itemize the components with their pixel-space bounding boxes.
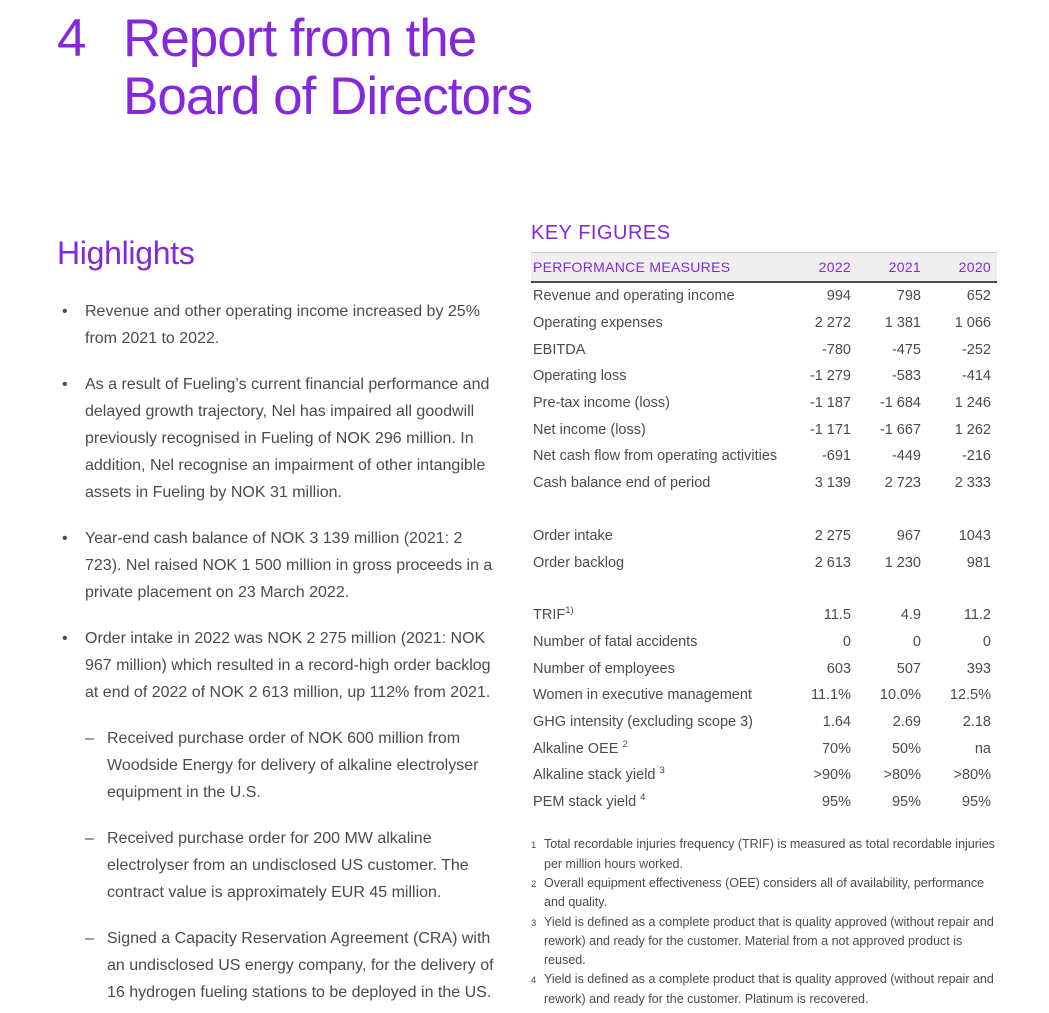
footnote-marker: 2 (531, 878, 537, 890)
bullet-marker: • (62, 303, 68, 320)
row-value: 0 (982, 633, 991, 650)
footnote-text: Total recordable injuries frequency (TRIF) is measured as total recordable injuries per million hours worked. (544, 837, 995, 871)
key-figures-heading: KEY FIGURES (531, 222, 671, 244)
row-value: 2.18 (962, 713, 991, 730)
table-row (531, 310, 997, 337)
row-value: 2 333 (954, 475, 991, 492)
row-value: 652 (966, 288, 991, 305)
row-value: 3 139 (814, 475, 851, 492)
row-value: 12.5% (949, 687, 991, 704)
row-value: -1 667 (879, 421, 921, 438)
row-label: Alkaline OEE $^2$ (533, 738, 628, 757)
row-value: >80% (883, 767, 921, 784)
bullet-marker: • (62, 376, 68, 393)
row-value: 0 (842, 633, 851, 650)
row-value: 967 (896, 527, 921, 544)
row-value: 981 (966, 554, 991, 571)
row-value: 1 246 (954, 395, 991, 412)
row-value: 994 (826, 288, 851, 305)
bullet-text: As a result of Fueling’s current financial performance and delayed growth trajectory, Nel has impaired all goodwill previously recognised in Fueling of NOK 296 million. In addition, Nel recognise an impairment of other intangible assets in Fueling by NOK 31 million. (85, 376, 490, 501)
table-row (531, 655, 997, 682)
row-value: 1 230 (884, 554, 921, 571)
row-value: 0 (912, 633, 921, 650)
highlight-bullet (57, 525, 501, 606)
table-header-row (531, 252, 997, 283)
row-value: 95% (961, 794, 991, 811)
row-value: -252 (961, 341, 991, 358)
row-label: Revenue and operating income (533, 288, 735, 305)
footnote (531, 835, 997, 874)
row-label: Alkaline stack yield $^3$ (533, 765, 665, 784)
table-row (531, 709, 997, 736)
row-value: 11.5 (823, 607, 851, 624)
row-value: 95% (821, 794, 851, 811)
bullet-text: Order intake in 2022 was NOK 2 275 million (2021: NOK 967 million) which resulted in a record-high order backlog at end of 2022 of NOK 2 613 million, up 112% from 2021. (85, 630, 491, 701)
row-value: 2.69 (892, 713, 921, 730)
row-value: 11.2 (963, 607, 991, 624)
table-header-year-2021: 2021 (888, 259, 921, 275)
highlight-sub-bullet (57, 725, 501, 806)
footnote-text: Yield is defined as a complete product that is quality approved (without repair and rework) and ready for the customer. Platinum is recovered. (544, 972, 994, 1006)
row-value: 70% (821, 740, 851, 757)
row-value: 1 262 (954, 421, 991, 438)
bullet-text: Revenue and other operating income increased by 25% from 2021 to 2022. (85, 303, 480, 347)
row-value: -1 171 (809, 421, 851, 438)
row-label: GHG intensity (excluding scope 3) (533, 713, 754, 730)
row-label: EBITDA (533, 341, 586, 358)
row-label: Cash balance end of period (533, 475, 711, 492)
row-label: Pre-tax income (loss) (533, 395, 670, 412)
table-row (531, 735, 997, 762)
row-label: Order intake (533, 527, 613, 544)
row-label: Operating expenses (533, 315, 663, 332)
bullet-marker: • (62, 630, 68, 647)
row-value: -1 684 (879, 395, 921, 412)
bullet-marker: • (62, 530, 68, 547)
table-row (531, 523, 997, 550)
chapter-title (57, 10, 997, 126)
highlight-sub-bullet (57, 925, 501, 1006)
row-value: 11.1% (810, 687, 851, 704)
table-row (531, 443, 997, 470)
row-value: -449 (891, 448, 921, 465)
table-row (531, 363, 997, 390)
content-columns (57, 220, 997, 1013)
row-value: 798 (896, 288, 921, 305)
table-row (531, 549, 997, 576)
row-value: 4.9 (900, 607, 921, 624)
row-value: 603 (826, 660, 851, 677)
table-header-label: PERFORMANCE MEASURES (533, 259, 731, 275)
row-value: 1 066 (954, 315, 991, 332)
bullet-text: Signed a Capacity Reservation Agreement (CRA) with an undisclosed US energy company, for the delivery of 16 hydrogen fueling stations to be deployed in the US. (107, 930, 494, 1001)
chapter-number: 4 (57, 9, 86, 68)
row-value: -216 (961, 448, 991, 465)
row-value: 2 723 (884, 475, 921, 492)
footnotes (531, 835, 997, 1009)
row-value: -414 (961, 368, 991, 385)
table-row (531, 283, 997, 310)
row-label: Operating loss (533, 368, 627, 385)
highlight-bullet (57, 298, 501, 352)
table-row (531, 336, 997, 363)
row-label: Number of employees (533, 660, 675, 677)
row-value: 393 (966, 660, 991, 677)
table-group-spacer (531, 497, 997, 523)
table-row (531, 390, 997, 417)
highlight-sub-bullet (57, 825, 501, 906)
footnote-marker: 3 (531, 917, 537, 929)
row-label: TRIF$^{1)}$ (533, 605, 574, 624)
footnote-marker: 1 (531, 840, 537, 852)
bullet-text: Received purchase order of NOK 600 million from Woodside Energy for delivery of alkaline electrolyser equipment in the U.S. (107, 730, 479, 801)
row-label: Order backlog (533, 554, 625, 571)
table-body (531, 283, 997, 815)
row-value: 95% (891, 794, 921, 811)
highlight-bullet (57, 371, 501, 506)
row-value: -780 (821, 341, 851, 358)
row-value: 2 613 (814, 554, 851, 571)
row-value: na (974, 740, 991, 757)
row-value: -691 (821, 448, 851, 465)
page-title-line1: Report from the (123, 9, 477, 68)
row-value: 1043 (958, 527, 991, 544)
page-title (123, 10, 532, 126)
row-value: -1 279 (809, 368, 851, 385)
row-value: 2 272 (814, 315, 851, 332)
bullet-text: Year-end cash balance of NOK 3 139 million (2021: 2 723). Nel raised NOK 1 500 million in gross proceeds in a private placement on 23 March 2022. (85, 530, 493, 601)
table-row (531, 416, 997, 443)
table-header-year-2022: 2022 (818, 259, 851, 275)
bullet-text: Received purchase order for 200 MW alkaline electrolyser from an undisclosed US customer. The contract value is approximately EUR 45 million. (107, 830, 469, 901)
bullet-marker: – (85, 730, 94, 747)
row-label: Women in executive management (533, 687, 752, 704)
row-value: -475 (891, 341, 921, 358)
row-label: PEM stack yield $^4$ (533, 792, 646, 811)
bullet-marker: – (85, 930, 94, 947)
table-header-year-2020: 2020 (958, 259, 991, 275)
highlight-bullet (57, 625, 501, 706)
table-row (531, 629, 997, 656)
table-group-spacer (531, 576, 997, 602)
row-value: 50% (891, 740, 921, 757)
row-value: 1 381 (884, 315, 921, 332)
highlights-list (57, 298, 501, 1006)
key-figures-section (531, 220, 997, 1009)
footnote-text: Yield is defined as a complete product that is quality approved (without repair and rework) and ready for the customer. Material from a not approved product is reused. (544, 914, 994, 968)
footnote (531, 970, 997, 1009)
footnote-marker: 4 (531, 975, 537, 987)
table-row (531, 789, 997, 816)
row-label: Number of fatal accidents (533, 633, 698, 650)
table-row (531, 762, 997, 789)
footnote (531, 913, 997, 971)
footnote (531, 874, 997, 913)
row-value: -1 187 (809, 395, 851, 412)
row-value: -583 (891, 368, 921, 385)
table-row (531, 470, 997, 497)
row-value: 507 (896, 660, 921, 677)
row-value: 1.64 (822, 713, 851, 730)
row-value: 10.0% (879, 687, 921, 704)
bullet-marker: – (85, 830, 94, 847)
row-value: 2 275 (814, 527, 851, 544)
highlights-section (57, 220, 501, 1013)
highlights-heading: Highlights (57, 235, 195, 271)
row-value: >80% (953, 767, 991, 784)
footnote-text: Overall equipment effectiveness (OEE) considers all of availability, performance and quality. (544, 875, 985, 910)
row-value: >90% (813, 767, 851, 784)
table-row (531, 602, 997, 629)
page-title-line2: Board of Directors (123, 67, 533, 126)
key-figures-table (531, 252, 997, 815)
table-row (531, 682, 997, 709)
row-label: Net cash flow from operating activities (533, 448, 778, 465)
row-label: Net income (loss) (533, 421, 646, 438)
